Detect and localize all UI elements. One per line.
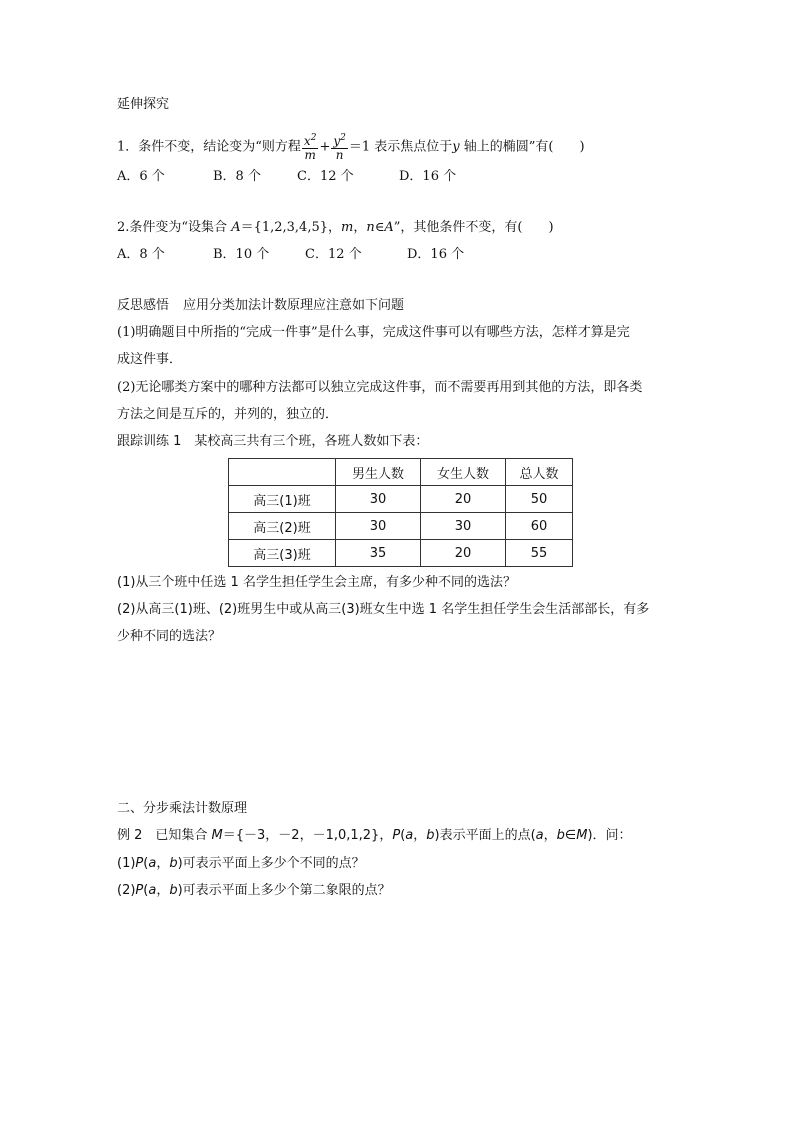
training-title: 跟踪训练 1 某校高三共有三个班，各班人数如下表： xyxy=(117,434,429,449)
fraction-x2-over-m: $\frac{x^2}{m}$ xyxy=(303,133,317,162)
training-question-2-line1: (2)从高三(1)班、(2)班男生中或从高三(3)班女生中选 1 名学生担任学生会生活部部长，有多 xyxy=(117,602,650,617)
training-question-2-line2: 少种不同的选法？ xyxy=(117,629,222,644)
reflection-p1-line1: (1)明确题目中所指的“完成一件事”是什么事，完成这件事可以有哪些方法，怎样才算是完 xyxy=(117,325,630,340)
var-y: y xyxy=(452,139,460,155)
table-cell: 高三(2)班 xyxy=(229,513,336,540)
table-row xyxy=(229,513,573,540)
table-row xyxy=(229,486,573,513)
q2-option-d: D．16 个 xyxy=(407,247,465,262)
section-two-title: 二、分步乘法计数原理 xyxy=(117,801,248,816)
table-cell: 35 xyxy=(336,540,421,567)
reflection-p2-line2: 方法之间是互斥的，并列的，独立的． xyxy=(117,407,339,422)
table-cell: 30 xyxy=(336,486,421,513)
extension-question-2: 2.条件变为“设集合 A＝{1,2,3,4,5}，m，n∈A”，其他条件不变，有( ) xyxy=(117,220,554,235)
table-cell: 20 xyxy=(421,486,506,513)
table-header-cell: 男生人数 xyxy=(336,459,421,486)
table-header-cell: 女生人数 xyxy=(421,459,506,486)
q1-option-d: D．16 个 xyxy=(399,169,457,184)
table-cell: 30 xyxy=(421,513,506,540)
example-2-question-2: (2)P(a，b)可表示平面上多少个第二象限的点？ xyxy=(117,883,391,898)
q2-options xyxy=(117,246,464,264)
example-2: 例 2 已知集合 M＝{－3，－2，－1,0,1,2}，P(a，b)表示平面上的点(a，b∈M)．问： xyxy=(117,828,632,843)
q1-option-b: B．8 个 xyxy=(213,169,261,184)
table-cell: 高三(1)班 xyxy=(229,486,336,513)
table-cell: 高三(3)班 xyxy=(229,540,336,567)
q2-option-c: C．12 个 xyxy=(305,247,362,262)
table-cell: 20 xyxy=(421,540,506,567)
q2-option-a: A．8 个 xyxy=(117,247,165,262)
table-cell: 55 xyxy=(506,540,573,567)
q1-prefix: 1．条件不变，结论变为“则方程 xyxy=(117,139,301,155)
q2-option-b: B．10 个 xyxy=(213,247,270,262)
q1-option-a: A．6 个 xyxy=(117,169,165,184)
extension-question-1 xyxy=(117,132,585,162)
table-cell: 60 xyxy=(506,513,573,540)
table-cell: 50 xyxy=(506,486,573,513)
plus-sign: + xyxy=(319,139,331,155)
reflection-title: 反思感悟 xyxy=(117,298,170,313)
training-question-1: (1)从三个班中任选 1 名学生担任学生会主席，有多少种不同的选法？ xyxy=(117,575,516,590)
extension-title: 延伸探究 xyxy=(117,97,170,112)
reflection-p1-line2: 成这件事． xyxy=(117,352,183,367)
table-header-cell: 总人数 xyxy=(506,459,573,486)
q1-suffix-b: 轴上的椭圆”有( ) xyxy=(459,139,585,155)
reflection-p2-line1: (2)无论哪类方案中的哪种方法都可以独立完成这件事，而不需要再用到其他的方法，即各类 xyxy=(117,380,643,395)
reflection-heading xyxy=(117,297,404,315)
q1-option-c: C．12 个 xyxy=(297,169,354,184)
table-row xyxy=(229,540,573,567)
class-table xyxy=(228,458,573,567)
fraction-y2-over-n: $\frac{y^2}{n}$ xyxy=(333,133,346,162)
table-cell: 30 xyxy=(336,513,421,540)
example-2-question-1: (1)P(a，b)可表示平面上多少个不同的点？ xyxy=(117,856,365,871)
q1-options xyxy=(117,168,456,186)
table-header-cell xyxy=(229,459,336,486)
reflection-intro: 应用分类加法计数原理应注意如下问题 xyxy=(183,298,405,313)
q1-suffix-a: ＝1 表示焦点位于 xyxy=(348,139,453,155)
table-header-row xyxy=(229,459,573,486)
